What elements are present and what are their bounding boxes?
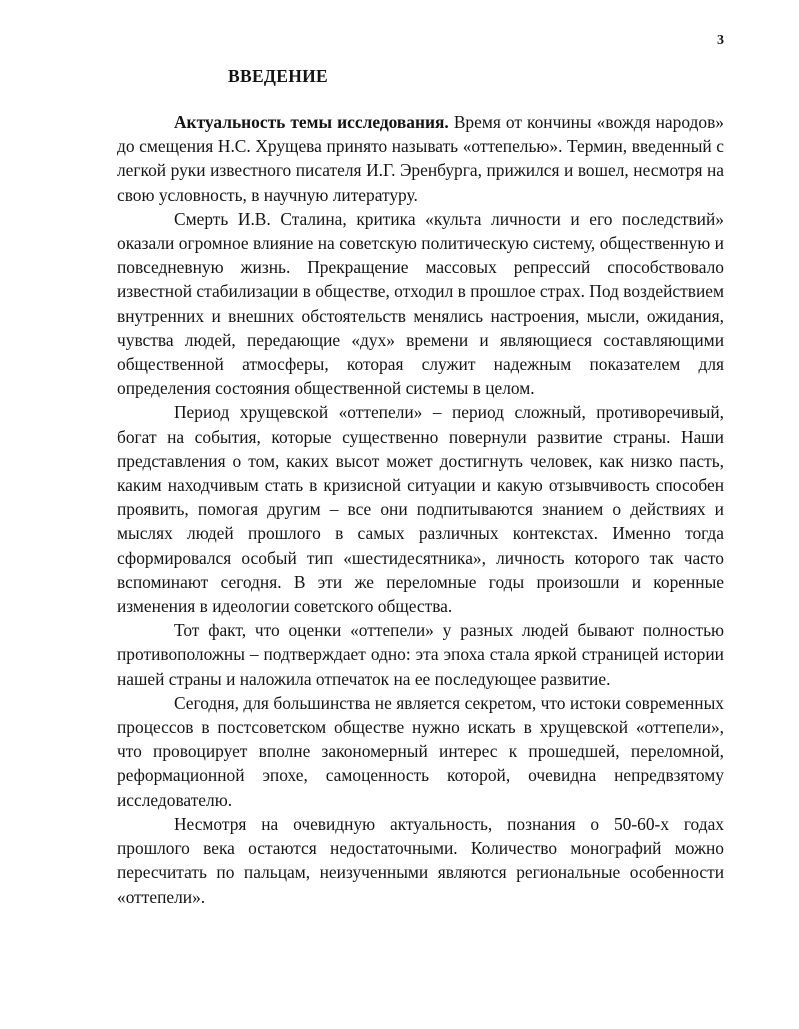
paragraph-lead: Актуальность темы исследования. <box>174 112 449 132</box>
paragraph: Тот факт, что оценки «оттепели» у разных людей бывают полностью противоположны – подтверждает одно: эта эпоха стала яркой страницей истории нашей страны и наложила отпечаток на ее последующее развитие. <box>117 620 724 689</box>
paragraph: Период хрущевской «оттепели» – период сложный, противоречивый, богат на события, которые существенно повернули развитие страны. Наши представления о том, каких высот может достигнуть человек, как низко пасть, каким находчивым стать в кризисной ситуации и какую отзывчивость способен проявить, помогая другим – все они подпитываются знанием о действиях и мыслях людей прошлого в самых различных контекстах. Именно тогда сформировался особый тип «шестидесятника», личность которого так часто вспоминают сегодня. В эти же переломные годы произошли и коренные изменения в идеологии советского общества. <box>117 402 724 617</box>
body-text <box>117 110 724 909</box>
paragraph: Смерть И.В. Сталина, критика «культа личности и его последствий» оказали огромное влияние на советскую политическую систему, общественную и повседневную жизнь. Прекращение массовых репрессий способствовало известной стабилизации в обществе, отходил в прошлое страх. Под воздействием внутренних и внешних обстоятельств менялись настроения, мысли, ожидания, чувства людей, передающие «дух» времени и являющиеся составляющими общественной атмосферы, которая служит надежным показателем для определения состояния общественной системы в целом. <box>117 208 724 399</box>
paragraph: Несмотря на очевидную актуальность, познания о 50-60-х годах прошлого века остаются недостаточными. Количество монографий можно пересчитать по пальцам, неизученными являются региональные особенности «оттепели». <box>117 813 724 907</box>
section-heading: ВВЕДЕНИЕ <box>228 66 329 86</box>
paragraph: Сегодня, для большинства не является секретом, что истоки современных процессов в постсоветском обществе нужно искать в хрущевской «оттепели», что провоцирует вполне закономерный интерес к прошедшей, переломной, реформационной эпохе, самоценность которой, очевидна непредвзятому исследователю. <box>117 692 724 810</box>
paragraph-relevance <box>117 110 724 207</box>
paragraph-text: Время от кончины «вождя народов» до смещения Н.С. Хрущева принято называть «оттепелью». Термин, введенный с легкой руки известного писателя И.Г. Эренбурга, прижился и вошел, несмотря на свою условность, в научную литературу. <box>117 112 724 205</box>
page-number: 3 <box>717 33 724 48</box>
